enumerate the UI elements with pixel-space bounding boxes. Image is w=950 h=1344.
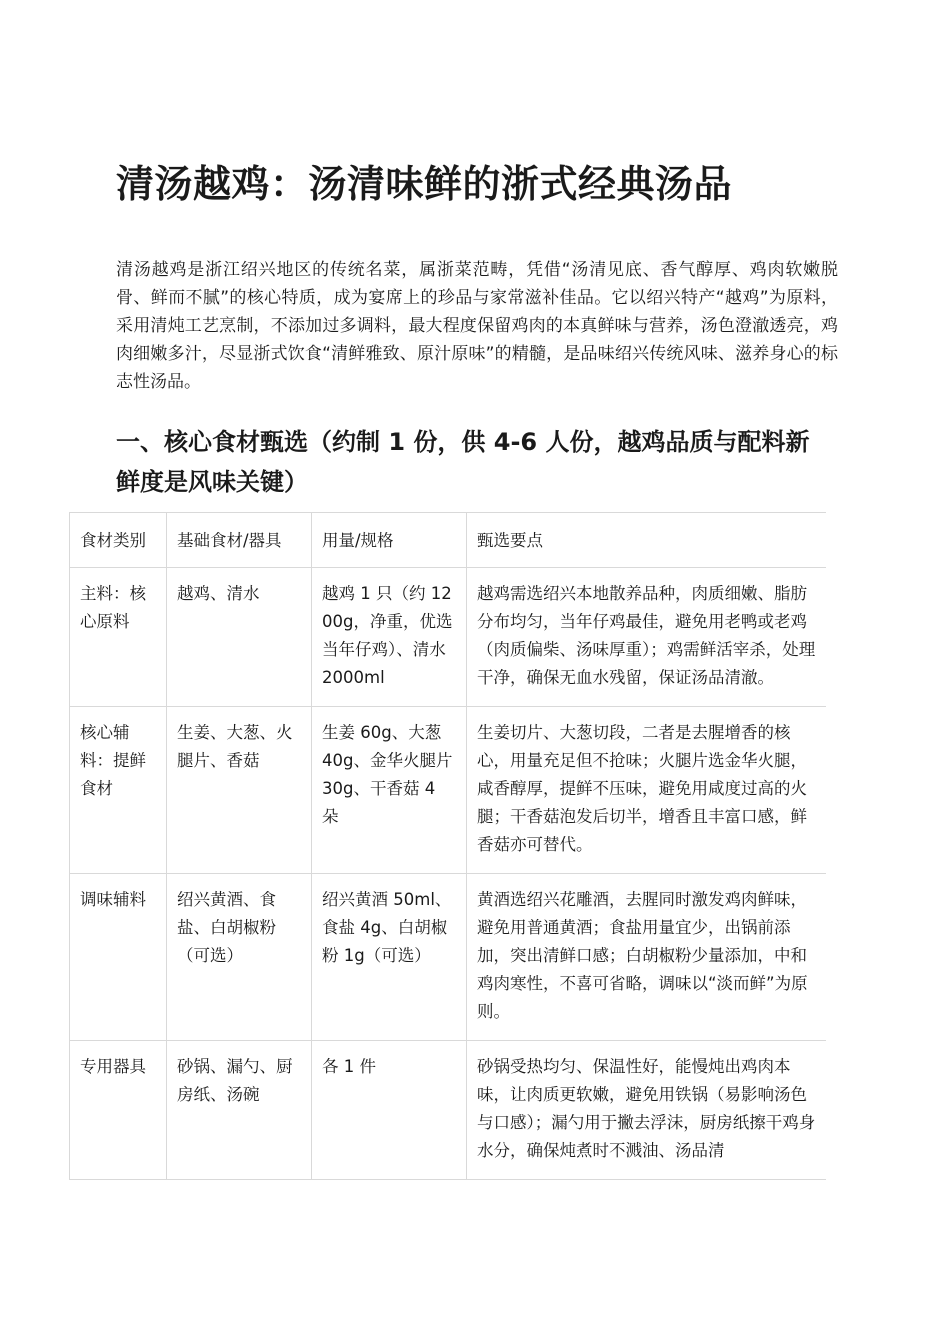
table-cell-amount: 各 1 件 [312,1041,467,1180]
table-row [70,874,827,1041]
table-cell-category: 核心辅料：提鲜食材 [70,707,167,874]
table-cell-category: 主料：核心原料 [70,568,167,707]
table-header-cell: 基础食材/器具 [167,513,312,568]
table-cell-items: 砂锅、漏勺、厨房纸、汤碗 [167,1041,312,1180]
table-cell-amount: 生姜 60g、大葱 40g、金华火腿片 30g、干香菇 4 朵 [312,707,467,874]
table-cell-items: 绍兴黄酒、食盐、白胡椒粉（可选） [167,874,312,1041]
table-cell-amount: 绍兴黄酒 50ml、食盐 4g、白胡椒粉 1g（可选） [312,874,467,1041]
table-header-cell: 甄选要点 [467,513,827,568]
ingredients-table [69,512,826,1180]
page-title: 清汤越鸡：汤清味鲜的浙式经典汤品 [116,162,733,206]
table-header-cell: 用量/规格 [312,513,467,568]
table-cell-items: 越鸡、清水 [167,568,312,707]
intro-paragraph: 清汤越鸡是浙江绍兴地区的传统名菜，属浙菜范畴，凭借“汤清见底、香气醇厚、鸡肉软嫩脱骨、鲜而不腻”的核心特质，成为宴席上的珍品与家常滋补佳品。它以绍兴特产“越鸡”为原料，采用清炖工艺烹制，不添加过多调料，最大程度保留鸡肉的本真鲜味与营养，汤色澄澈透亮，鸡肉细嫩多汁，尽显浙式饮食“清鲜雅致、原汁原味”的精髓，是品味绍兴传统风味、滋养身心的标志性汤品。 [116,260,838,392]
table-cell-notes: 砂锅受热均匀、保温性好，能慢炖出鸡肉本味，让肉质更软嫩，避免用铁锅（易影响汤色与口感）；漏勺用于撇去浮沫，厨房纸擦干鸡身水分，确保炖煮时不溅油、汤品清 [467,1041,827,1180]
table-cell-notes: 黄酒选绍兴花雕酒，去腥同时激发鸡肉鲜味，避免用普通黄酒；食盐用量宜少，出锅前添加，突出清鲜口感；白胡椒粉少量添加，中和鸡肉寒性，不喜可省略，调味以“淡而鲜”为原则。 [467,874,827,1041]
table-cell-amount: 越鸡 1 只（约 1200g，净重，优选当年仔鸡）、清水 2000ml [312,568,467,707]
section-heading-ingredients: 一、核心食材甄选（约制 1 份，供 4-6 人份，越鸡品质与配料新鲜度是风味关键） [116,428,810,496]
ingredients-table-container [69,512,826,1188]
table-row [70,707,827,874]
table-cell-notes: 越鸡需选绍兴本地散养品种，肉质细嫩、脂肪分布均匀，当年仔鸡最佳，避免用老鸭或老鸡（肉质偏柴、汤味厚重）；鸡需鲜活宰杀，处理干净，确保无血水残留，保证汤品清澈。 [467,568,827,707]
table-row [70,1041,827,1180]
table-header-row [70,513,827,568]
table-cell-notes: 生姜切片、大葱切段，二者是去腥增香的核心，用量充足但不抢味；火腿片选金华火腿，咸香醇厚，提鲜不压味，避免用咸度过高的火腿；干香菇泡发后切半，增香且丰富口感，鲜香菇亦可替代。 [467,707,827,874]
table-row [70,568,827,707]
table-cell-category: 专用器具 [70,1041,167,1180]
table-header-cell: 食材类别 [70,513,167,568]
table-cell-items: 生姜、大葱、火腿片、香菇 [167,707,312,874]
table-cell-category: 调味辅料 [70,874,167,1041]
